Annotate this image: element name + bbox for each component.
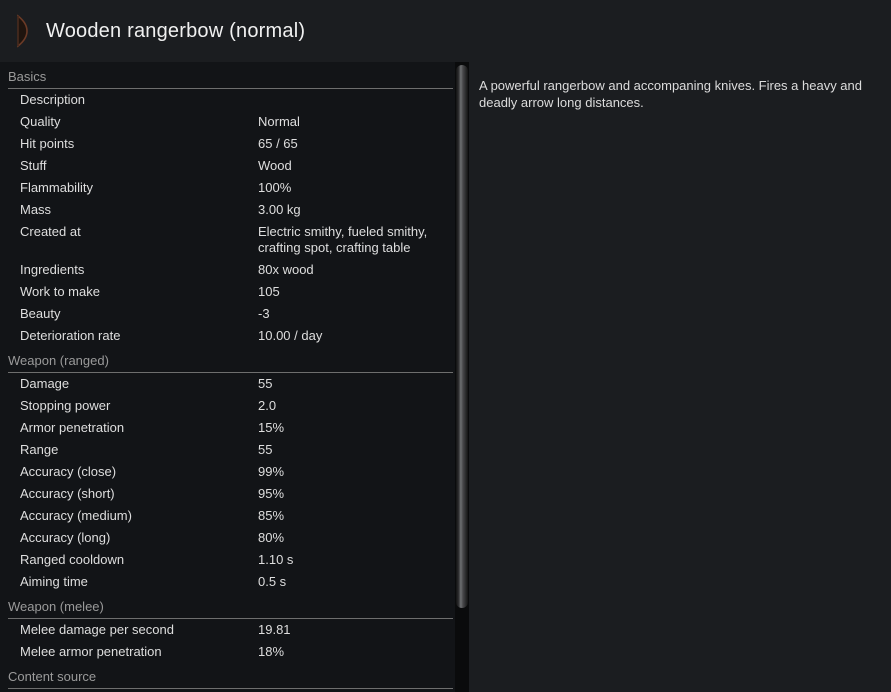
stat-row[interactable] [0, 461, 455, 483]
stat-label: Melee damage per second [20, 622, 174, 637]
window-title: Wooden rangerbow (normal) [46, 19, 306, 42]
stat-label: Melee armor penetration [20, 644, 162, 659]
stat-label: Stopping power [20, 398, 111, 413]
rangerbow-icon [13, 13, 33, 49]
stat-section [0, 68, 455, 347]
stat-row[interactable] [0, 199, 455, 221]
stat-value: 80% [258, 530, 285, 545]
stat-value: 2.0 [258, 398, 277, 413]
stats-pane [0, 62, 455, 692]
titlebar [0, 0, 891, 62]
stat-value: 1.10 s [258, 552, 294, 567]
stat-row[interactable] [0, 259, 455, 281]
stat-value: 3.00 kg [258, 202, 301, 217]
stat-value: 80x wood [258, 262, 314, 277]
section-header: Content source [8, 668, 453, 689]
stat-value: Normal [258, 114, 300, 129]
stat-label: Mass [20, 202, 52, 217]
stat-value: 55 [258, 376, 273, 391]
stat-row[interactable] [0, 483, 455, 505]
stat-row[interactable] [0, 439, 455, 461]
stat-value: 100% [258, 180, 292, 195]
stat-label: Damage [20, 376, 70, 391]
stat-row[interactable] [0, 373, 455, 395]
stat-label: Quality [20, 114, 61, 129]
stat-row[interactable] [0, 619, 455, 641]
stat-row[interactable] [0, 89, 455, 111]
stat-row[interactable] [0, 111, 455, 133]
stat-label: Work to make [20, 284, 100, 299]
stat-row[interactable] [0, 571, 455, 593]
stat-label: Accuracy (short) [20, 486, 115, 501]
stat-row[interactable] [0, 505, 455, 527]
stat-label: Range [20, 442, 59, 457]
stat-value: 99% [258, 464, 285, 479]
stat-label: Beauty [20, 306, 61, 321]
stat-value: 18% [258, 644, 285, 659]
stat-row[interactable] [0, 155, 455, 177]
stat-value: 15% [258, 420, 285, 435]
stat-label: Flammability [20, 180, 93, 195]
section-header: Weapon (melee) [8, 598, 453, 619]
stat-value: 10.00 / day [258, 328, 323, 343]
stat-label: Hit points [20, 136, 75, 151]
stat-value: Wood [258, 158, 292, 173]
stat-label: Ranged cooldown [20, 552, 125, 567]
stat-row[interactable] [0, 395, 455, 417]
stat-label: Deterioration rate [20, 328, 121, 343]
stat-value: 19.81 [258, 622, 291, 637]
stat-row[interactable] [0, 133, 455, 155]
section-header: Weapon (ranged) [8, 352, 453, 373]
stat-label: Created at [20, 224, 81, 239]
stat-row[interactable] [0, 177, 455, 199]
stat-label: Stuff [20, 158, 47, 173]
stat-row[interactable] [0, 281, 455, 303]
stat-label: Ingredients [20, 262, 85, 277]
stat-value: -3 [258, 306, 270, 321]
stat-row[interactable] [0, 221, 455, 259]
stat-label: Description [20, 92, 86, 107]
stat-row[interactable] [0, 641, 455, 663]
stat-row[interactable] [0, 527, 455, 549]
scrollbar-thumb[interactable] [456, 65, 468, 608]
stat-label: Accuracy (long) [20, 530, 111, 545]
stat-label: Aiming time [20, 574, 88, 589]
stat-value: 0.5 s [258, 574, 287, 589]
stats-scrollbar-track[interactable] [455, 62, 469, 692]
stat-label: Accuracy (medium) [20, 508, 132, 523]
stat-value: 95% [258, 486, 285, 501]
stat-label: Accuracy (close) [20, 464, 117, 479]
section-header: Basics [8, 68, 453, 89]
stat-section [0, 668, 455, 689]
stat-section [0, 598, 455, 663]
stat-label: Armor penetration [20, 420, 125, 435]
stat-section [0, 352, 455, 593]
stat-row[interactable] [0, 417, 455, 439]
stat-value: Electric smithy, fueled smithy, crafting spot, crafting table [258, 224, 428, 255]
stat-value: 105 [258, 284, 280, 299]
stat-value: 85% [258, 508, 285, 523]
stat-row[interactable] [0, 303, 455, 325]
stat-value: 55 [258, 442, 273, 457]
description-text: A powerful rangerbow and accompaning knives. Fires a heavy and deadly arrow long distances. [479, 78, 862, 110]
stat-row[interactable] [0, 325, 455, 347]
stat-row[interactable] [0, 549, 455, 571]
stat-value: 65 / 65 [258, 136, 298, 151]
